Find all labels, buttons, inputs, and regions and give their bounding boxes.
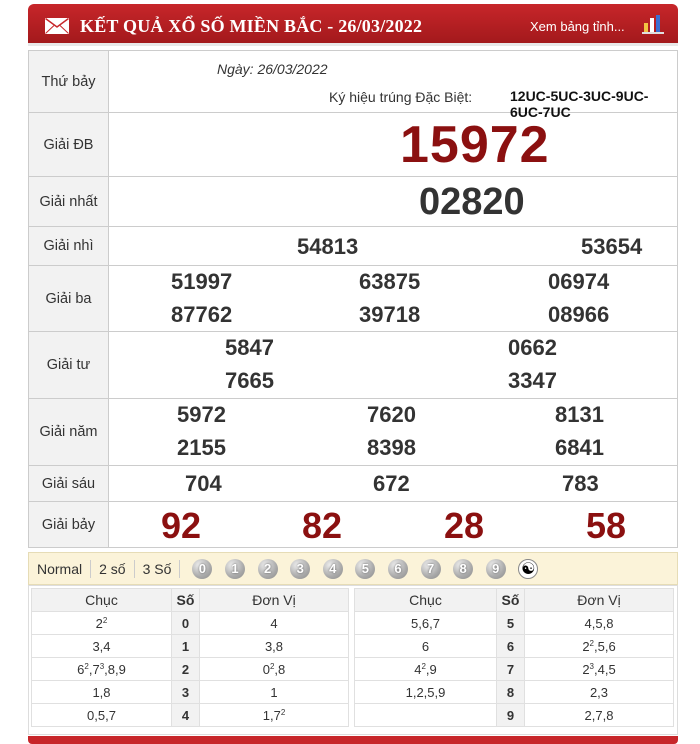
table-row [32,681,349,704]
digit-button[interactable]: 8 [453,559,473,579]
prize-number: 7665 [225,368,274,393]
digit-button[interactable]: 1 [225,559,245,579]
prize-number: 672 [373,471,410,496]
prize-number: 3347 [508,368,557,393]
so-header: Số [497,589,525,612]
table-row [32,612,349,635]
weekday-label: Thứ bảy [29,51,109,113]
table-row [355,612,674,635]
digit-button[interactable]: 6 [388,559,408,579]
table-row [32,658,349,681]
so-cell: 1 [172,635,200,658]
prize-number: 54813 [297,234,359,259]
prize-number: 06974 [548,269,610,294]
loto-table [28,585,678,735]
page-title: KẾT QUẢ XỔ SỐ MIỀN BẮC - 26/03/2022 [80,16,423,36]
so-cell: 0 [172,612,200,635]
so-header: Số [172,589,200,612]
digit-button[interactable]: 4 [323,559,343,579]
table-row [355,658,674,681]
chuc-header: Chục [355,589,497,612]
prize-number: 8398 [367,435,416,460]
prize-number: 51997 [171,269,233,294]
chuc-cell: 3,4 [32,635,172,658]
prize-label-third: Giải ba [29,266,109,332]
don-vi-cell: 4 [200,612,349,635]
don-vi-header: Đơn Vị [200,589,349,612]
prize-number: 5972 [177,402,226,427]
don-vi-cell: $2^3,4,5$ [525,658,674,681]
digit-button[interactable]: 7 [421,559,441,579]
so-cell: 9 [497,704,525,727]
prize-number: 8131 [555,402,604,427]
so-cell: 8 [497,681,525,704]
table-row [355,681,674,704]
prize-label-special: Giải ĐB [29,113,109,177]
bar-chart-icon[interactable] [642,14,664,34]
so-cell: 6 [497,635,525,658]
prize-number: 08966 [548,302,610,327]
don-vi-cell: 1 [200,681,349,704]
filter-2-digit-button[interactable]: 2 số [91,560,134,578]
so-cell: 7 [497,658,525,681]
chuc-header: Chục [32,589,172,612]
table-row [355,704,674,727]
digit-button[interactable]: 0 [192,559,212,579]
so-cell: 2 [172,658,200,681]
prize-number: 6841 [555,435,604,460]
prize-number: 704 [185,471,222,496]
digit-button[interactable]: 2 [258,559,278,579]
so-cell: 3 [172,681,200,704]
prize-number: 39718 [359,302,421,327]
don-vi-header: Đơn Vị [525,589,674,612]
draw-date: Ngày: 26/03/2022 [217,61,328,77]
digit-button[interactable]: 9 [486,559,506,579]
don-vi-cell: 4,5,8 [525,612,674,635]
don-vi-cell: $1,7^2$ [200,704,349,727]
yin-yang-icon[interactable]: ☯ [518,559,538,579]
chuc-cell: $6^2,7^3,8,9$ [32,658,172,681]
prize-number: 7620 [367,402,416,427]
digit-button[interactable]: 3 [290,559,310,579]
prize-number: 53654 [581,234,643,259]
chuc-cell: $4^2,9$ [355,658,497,681]
special-code-label: Ký hiệu trúng Đặc Biệt: [329,89,473,105]
table-row [32,635,349,658]
don-vi-cell: 2,3 [525,681,674,704]
prize-number: 28 [444,505,485,546]
prize-number: 87762 [171,302,233,327]
prize-label-second: Giải nhì [29,227,109,266]
prize-number: 2155 [177,435,226,460]
don-vi-cell: 2,7,8 [525,704,674,727]
don-vi-cell: $2^2,5,6$ [525,635,674,658]
special-code-value: 12UC-5UC-3UC-9UC-6UC-7UC [510,88,649,120]
prize-label-first: Giải nhất [29,177,109,227]
don-vi-cell: 3,8 [200,635,349,658]
table-row [32,704,349,727]
prize-number: 63875 [359,269,421,294]
mail-icon [45,18,69,34]
loto-table-left [31,588,349,727]
filter-3-digit-button[interactable]: 3 Số [135,560,181,578]
digit-filter-bar [28,552,678,585]
chuc-cell: $2^2$ [32,612,172,635]
prize-number: 5847 [225,335,274,360]
prize-label-fourth: Giải tư [29,332,109,399]
header-bar [28,4,678,46]
prize-label-seventh: Giải bảy [29,502,109,548]
prize-number: 82 [302,505,343,546]
prize-label-sixth: Giải sáu [29,466,109,502]
prize-number: 92 [161,505,202,546]
chuc-cell: 5,6,7 [355,612,497,635]
prize-number: 783 [562,471,599,496]
chuc-cell [355,704,497,727]
chuc-cell: 6 [355,635,497,658]
loto-table-right [354,588,674,727]
filter-normal-button[interactable]: Normal [29,560,91,578]
so-cell: 4 [172,704,200,727]
first-prize-number: 02820 [419,181,525,223]
prize-number: 0662 [508,335,557,360]
prize-label-fifth: Giải năm [29,399,109,466]
results-table [28,50,678,548]
chuc-cell: 0,5,7 [32,704,172,727]
so-cell: 5 [497,612,525,635]
don-vi-cell: $0^2,8$ [200,658,349,681]
digit-button[interactable]: 5 [355,559,375,579]
digit-buttons [192,559,538,579]
chuc-cell: 1,8 [32,681,172,704]
special-prize-number: 15972 [400,116,550,174]
view-provinces-link[interactable]: Xem bảng tỉnh... [530,19,625,34]
chuc-cell: 1,2,5,9 [355,681,497,704]
bottom-bar [28,736,678,744]
table-row [355,635,674,658]
prize-number: 58 [586,505,627,546]
results-widget [28,4,678,744]
